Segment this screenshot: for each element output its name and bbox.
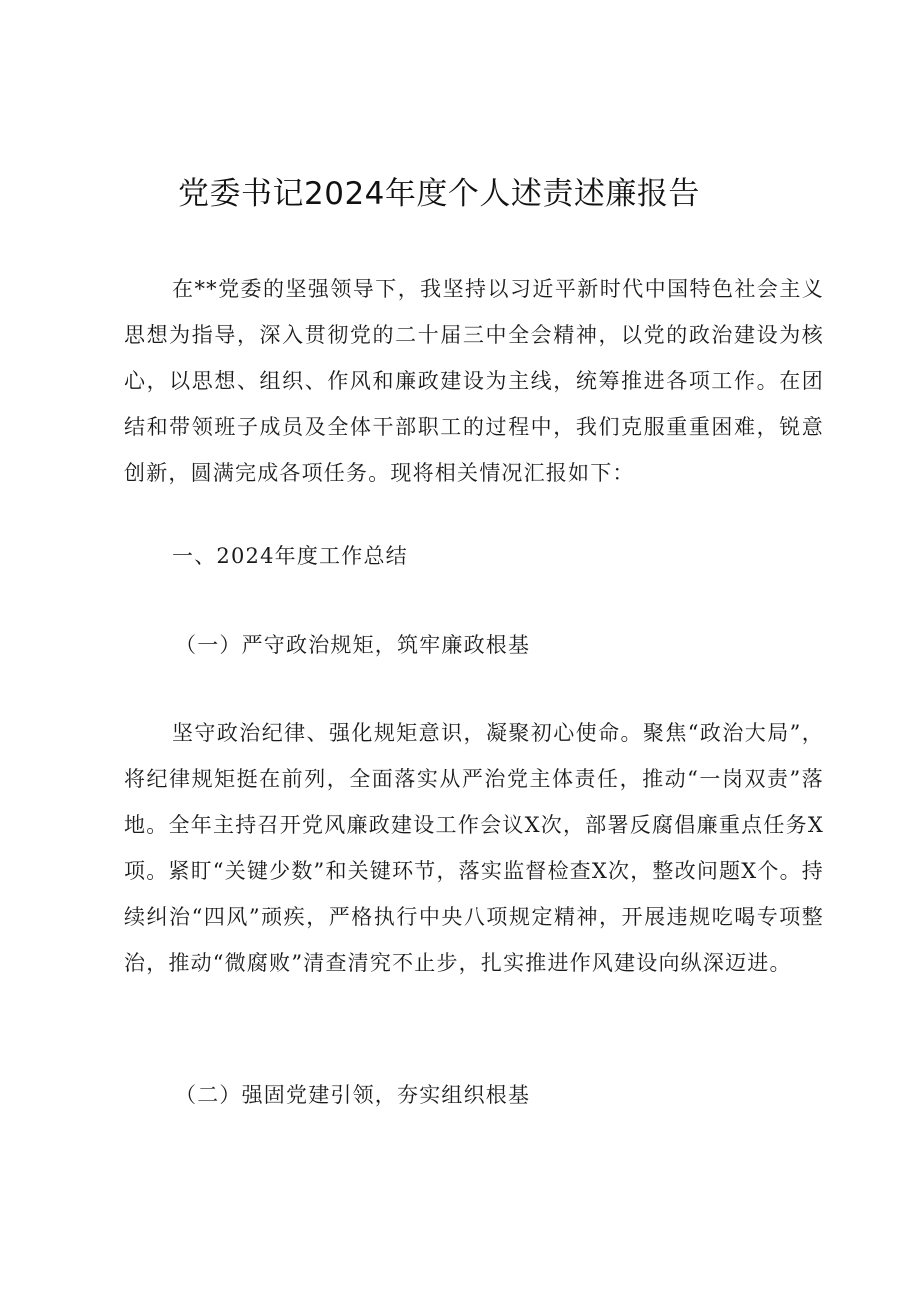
subsection-heading-political-rules: （一）严守政治规矩，筑牢廉政根基 (175, 633, 531, 657)
document-title: 党委书记2024年度个人述责述廉报告 (178, 176, 700, 212)
intro-paragraph: 在**党委的坚强领导下，我坚持以习近平新时代中国特色社会主义思想为指导，深入贯彻党的二十届三中全会精神，以党的政治建设为核心，以思想、组织、作风和廉政建设为主线，统筹推进各项工作。在团结和带领班子成员及全体干部职工的过程中，我们克服重重困难，锐意创新，圆满完成各项任务。现将相关情况汇报如下： (124, 277, 824, 485)
subsection-paragraph-political-rules: 坚守政治纪律、强化规矩意识，凝聚初心使命。聚焦“政治大局”，将纪律规矩挺在前列，全面落实从严治党主体责任，推动“一岗双责”落地。全年主持召开党风廉政建设工作会议X次，部署反腐倡廉重点任务X项。紧盯“关键少数”和关键环节，落实监督检查X次，整改问题X个。持续纠治“四风”顽疾，严格执行中央八项规定精神，开展违规吃喝专项整治，推动“微腐败”清查清究不止步，扎实推进作风建设向纵深迈进。 (124, 721, 824, 975)
section-heading-work-summary: 一、2024年度工作总结 (172, 544, 408, 568)
subsection-heading-party-building: （二）强固党建引领，夯实组织根基 (175, 1083, 531, 1107)
